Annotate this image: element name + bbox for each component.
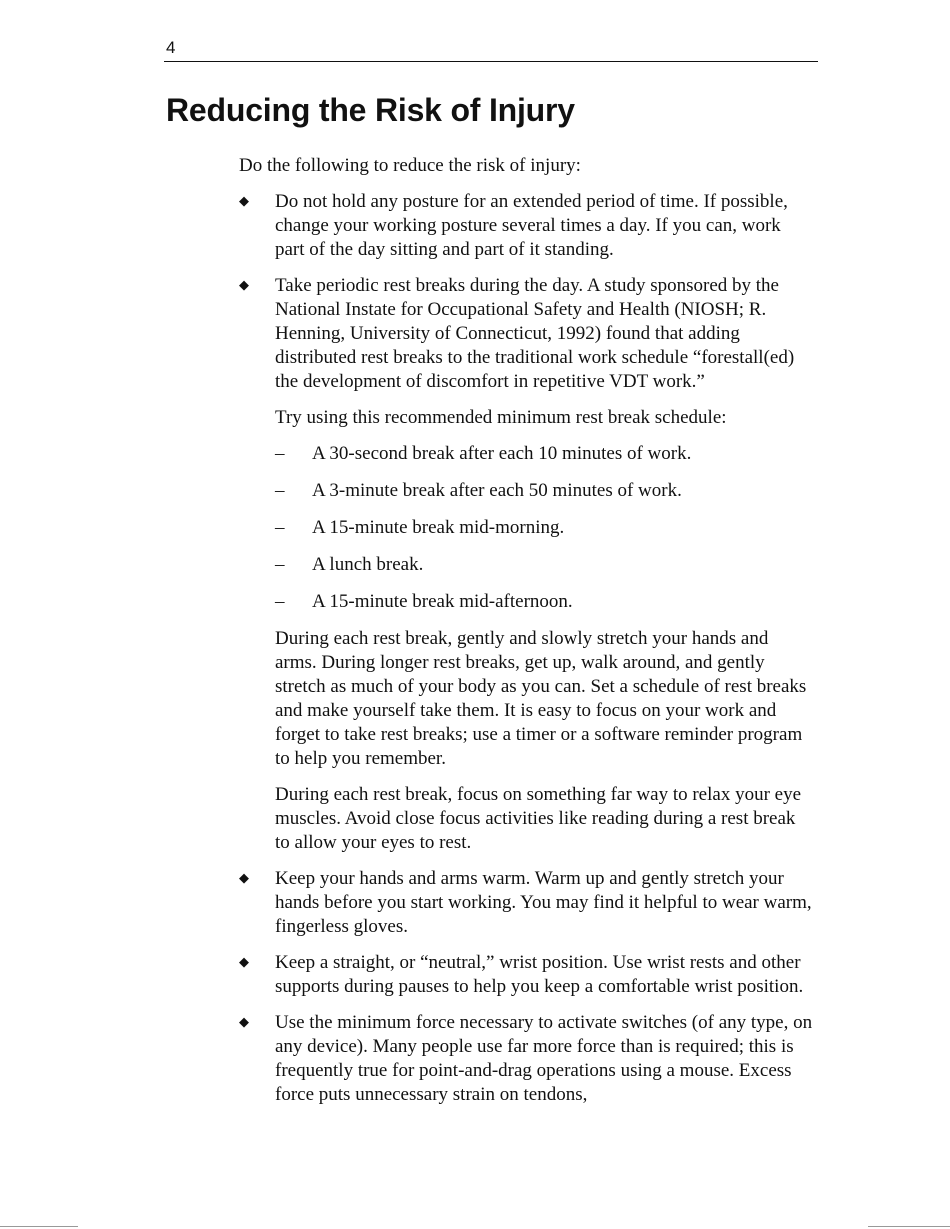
rest-schedule-list — [275, 442, 814, 614]
schedule-item-text: A 30-second break after each 10 minutes of work. — [312, 443, 692, 464]
bullet-text: Use the minimum force necessary to activate switches (of any type, on any device). Many people use far more force than is required; this is frequently true for point-and-drag operations using a mouse. Excess force puts unnecessary strain on tendons, — [275, 1012, 813, 1105]
footer-rule-right — [868, 1226, 950, 1227]
dash-bullet-icon: – — [275, 480, 285, 501]
diamond-bullet-icon: ◆ — [239, 194, 249, 209]
page-number: 4 — [166, 38, 176, 57]
bullet-text: Take periodic rest breaks during the day. A study sponsored by the National Instate for Occupational Safety and Health (NIOSH; R. Henning, University of Connecticut, 1992) found that adding distributed rest breaks to the traditional work schedule “forestall(ed) the development of discomfort in repetitive VDT work.” — [275, 275, 795, 392]
dash-bullet-icon: – — [275, 591, 285, 612]
intro-text: Do the following to reduce the risk of injury: — [239, 155, 581, 176]
bullet-item-wrist-position — [239, 951, 814, 999]
schedule-item — [275, 442, 814, 466]
bullet-item-posture — [239, 190, 814, 262]
footer-rule-left — [0, 1226, 78, 1227]
schedule-item — [275, 479, 814, 503]
diamond-bullet-icon: ◆ — [239, 871, 249, 886]
bullet-text: Do not hold any posture for an extended period of time. If possible, change your working posture several times a day. If you can, work part of the day sitting and part of it standing. — [275, 191, 788, 260]
diamond-bullet-icon: ◆ — [239, 955, 249, 970]
bullet-item-rest-breaks — [239, 274, 814, 855]
diamond-bullet-icon: ◆ — [239, 278, 249, 293]
bullet-text: Keep a straight, or “neutral,” wrist position. Use wrist rests and other supports during pauses to help you keep a comfortable wrist position. — [275, 952, 804, 997]
stretch-paragraph: During each rest break, gently and slowly stretch your hands and arms. During longer rest breaks, get up, walk around, and gently stretch as much of your body as you can. Set a schedule of rest breaks and make yourself take them. It is easy to focus on your work and forget to take rest breaks; use a timer or a software reminder program to help you remember. — [275, 628, 807, 769]
schedule-intro: Try using this recommended minimum rest break schedule: — [275, 407, 727, 428]
dash-bullet-icon: – — [275, 443, 285, 464]
header-rule — [164, 61, 818, 62]
eye-rest-paragraph: During each rest break, focus on something far way to relax your eye muscles. Avoid close focus activities like reading during a rest break to allow your eyes to rest. — [275, 784, 802, 853]
bullet-list — [239, 190, 814, 1107]
dash-bullet-icon: – — [275, 554, 285, 575]
schedule-item-text: A 15-minute break mid-afternoon. — [312, 591, 573, 612]
dash-bullet-icon: – — [275, 517, 285, 538]
schedule-item-text: A 15-minute break mid-morning. — [312, 517, 565, 538]
schedule-item — [275, 590, 814, 614]
schedule-item-text: A lunch break. — [312, 554, 424, 575]
body-content — [239, 154, 814, 1119]
page-title: Reducing the Risk of Injury — [166, 92, 575, 128]
schedule-item — [275, 553, 814, 577]
bullet-item-minimum-force — [239, 1011, 814, 1107]
bullet-text: Keep your hands and arms warm. Warm up and gently stretch your hands before you start working. You may find it helpful to wear warm, fingerless gloves. — [275, 868, 812, 937]
schedule-item — [275, 516, 814, 540]
bullet-item-warmth — [239, 867, 814, 939]
schedule-item-text: A 3-minute break after each 50 minutes of work. — [312, 480, 682, 501]
diamond-bullet-icon: ◆ — [239, 1015, 249, 1030]
